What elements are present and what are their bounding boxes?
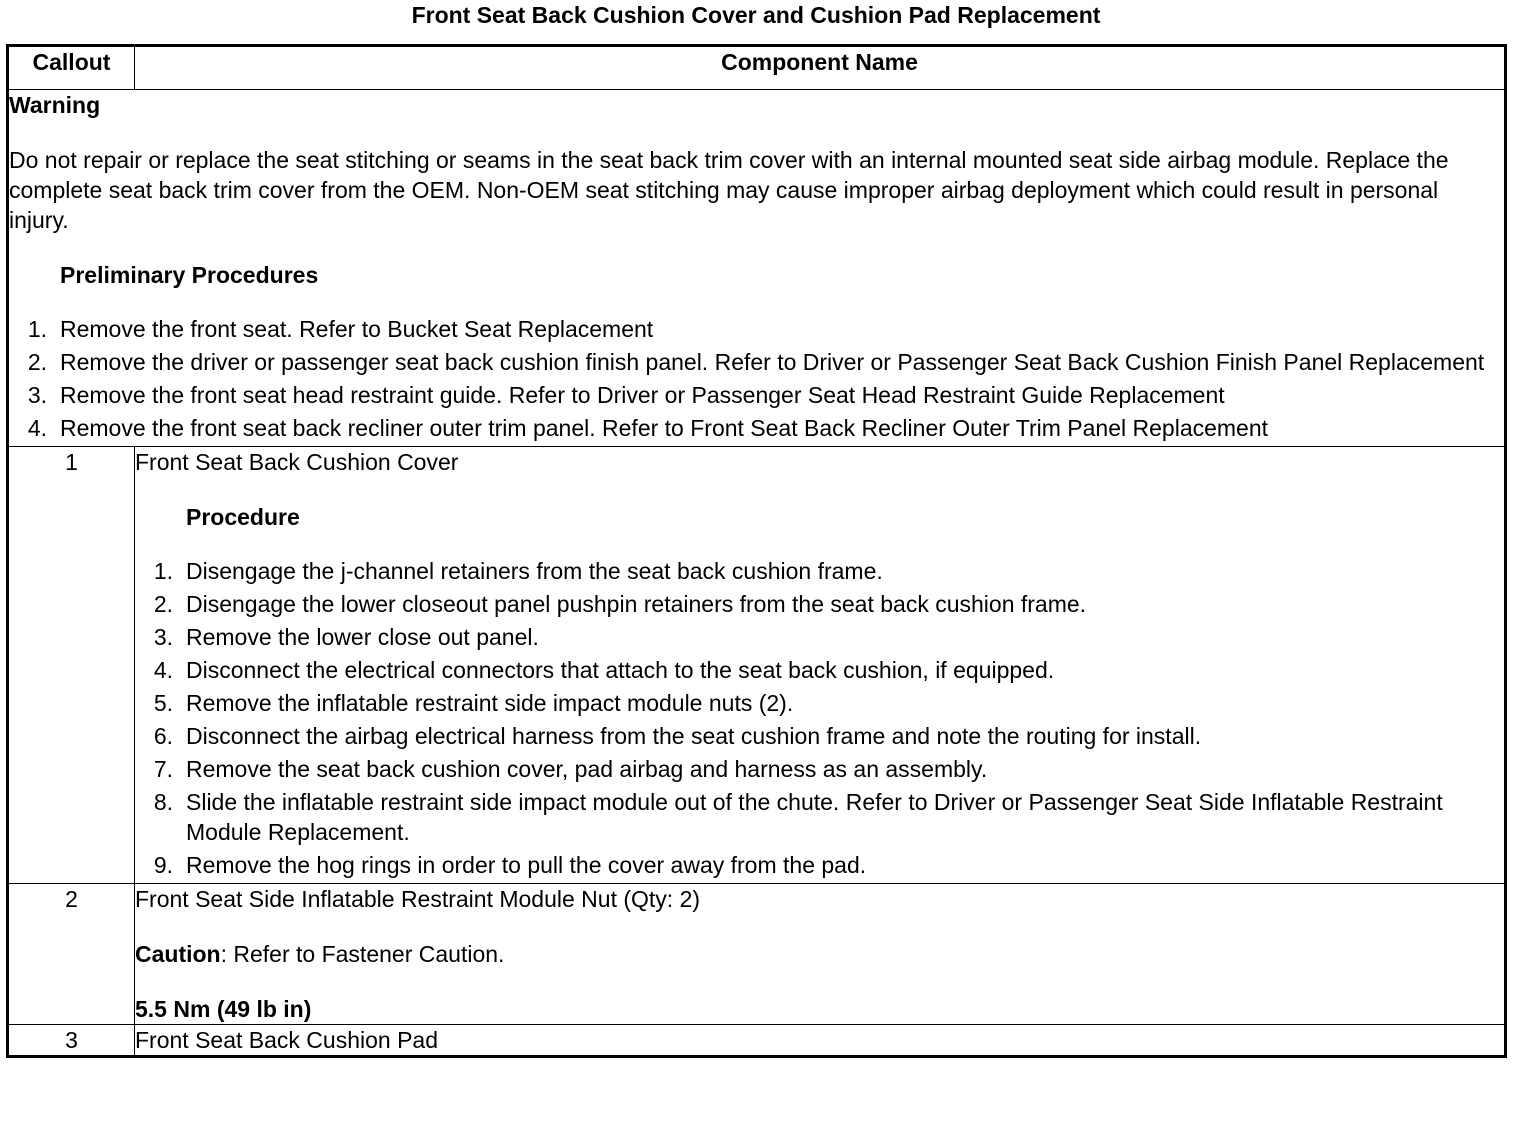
step-number: 5. [153, 690, 173, 716]
table-row [8, 1025, 1506, 1057]
component-table [6, 44, 1507, 1058]
step-text: Remove the lower close out panel. [186, 624, 539, 650]
step-text: Disconnect the electrical connectors that attach to the seat back cushion, if equipped. [186, 657, 1055, 683]
step-number: 4. [27, 415, 47, 441]
torque-spec: 5.5 Nm (49 lb in) [135, 996, 312, 1022]
list-item [9, 413, 1504, 443]
table-header-row [8, 46, 1506, 90]
procedure-steps-list [135, 556, 1504, 880]
step-text: Remove the seat back cushion cover, pad airbag and harness as an assembly. [186, 756, 988, 782]
callout-cell: 2 [8, 884, 135, 1025]
step-number: 7. [153, 756, 173, 782]
step-text: Slide the inflatable restraint side impact module out of the chute. Refer to Driver or Passenger Seat Side Inflatable Restraint Module Replacement. [186, 789, 1443, 845]
procedure-heading: Procedure [186, 504, 300, 530]
step-text: Disconnect the airbag electrical harness from the seat cushion frame and note the routing for install. [186, 723, 1202, 749]
component-cell [135, 884, 1506, 1025]
step-number: 3. [153, 624, 173, 650]
list-item [135, 655, 1504, 685]
page-title: Front Seat Back Cushion Cover and Cushion Pad Replacement [411, 2, 1101, 28]
component-name: Front Seat Back Cushion Cover [135, 449, 459, 475]
step-number: 9. [153, 852, 173, 878]
step-text: Remove the front seat back recliner outer trim panel. Refer to Front Seat Back Recliner Outer Trim Panel Replacement [60, 415, 1269, 441]
list-item [135, 589, 1504, 619]
component-name: Front Seat Back Cushion Pad [135, 1027, 438, 1053]
step-number: 1. [153, 558, 173, 584]
warning-text: Do not repair or replace the seat stitching or seams in the seat back trim cover with an internal mounted seat side airbag module. Replace the complete seat back trim cover from the OEM. Non-OEM seat stitching may cause improper airbag deployment which could result in personal injury. [9, 147, 1449, 233]
table-row [8, 447, 1506, 884]
caution-label: Caution [135, 941, 221, 967]
header-callout: Callout [8, 46, 135, 90]
step-number: 4. [153, 657, 173, 683]
list-item [9, 380, 1504, 410]
component-cell [135, 447, 1506, 884]
step-number: 2. [27, 349, 47, 375]
step-text: Remove the driver or passenger seat back cushion finish panel. Refer to Driver or Passenger Seat Back Cushion Finish Panel Replacement [60, 349, 1485, 375]
step-text: Remove the front seat. Refer to Bucket Seat Replacement [60, 316, 654, 342]
warning-cell [8, 90, 1506, 447]
component-name: Front Seat Side Inflatable Restraint Module Nut (Qty: 2) [135, 886, 701, 912]
caution-text: : Refer to Fastener Caution. [220, 941, 505, 967]
step-text: Remove the hog rings in order to pull the cover away from the pad. [186, 852, 867, 878]
list-item [135, 721, 1504, 751]
list-item [135, 688, 1504, 718]
step-text: Disengage the j-channel retainers from the seat back cushion frame. [186, 558, 883, 584]
list-item [135, 556, 1504, 586]
list-item [9, 347, 1504, 377]
step-text: Disengage the lower closeout panel pushpin retainers from the seat back cushion frame. [186, 591, 1087, 617]
preliminary-heading: Preliminary Procedures [60, 262, 319, 288]
list-item [9, 314, 1504, 344]
step-number: 8. [153, 789, 173, 815]
table-row [8, 884, 1506, 1025]
preliminary-steps-list [9, 314, 1504, 443]
header-component-name: Component Name [135, 46, 1506, 90]
callout-cell: 1 [8, 447, 135, 884]
list-item [135, 850, 1504, 880]
warning-row [8, 90, 1506, 447]
step-number: 2. [153, 591, 173, 617]
callout-cell: 3 [8, 1025, 135, 1057]
step-number: 1. [27, 316, 47, 342]
component-cell [135, 1025, 1506, 1057]
list-item [135, 754, 1504, 784]
caution-line [135, 939, 1504, 969]
step-number: 6. [153, 723, 173, 749]
warning-heading: Warning [9, 92, 101, 118]
step-number: 3. [27, 382, 47, 408]
step-text: Remove the inflatable restraint side impact module nuts (2). [186, 690, 794, 716]
list-item [135, 622, 1504, 652]
step-text: Remove the front seat head restraint guide. Refer to Driver or Passenger Seat Head Restraint Guide Replacement [60, 382, 1225, 408]
list-item [135, 787, 1504, 847]
